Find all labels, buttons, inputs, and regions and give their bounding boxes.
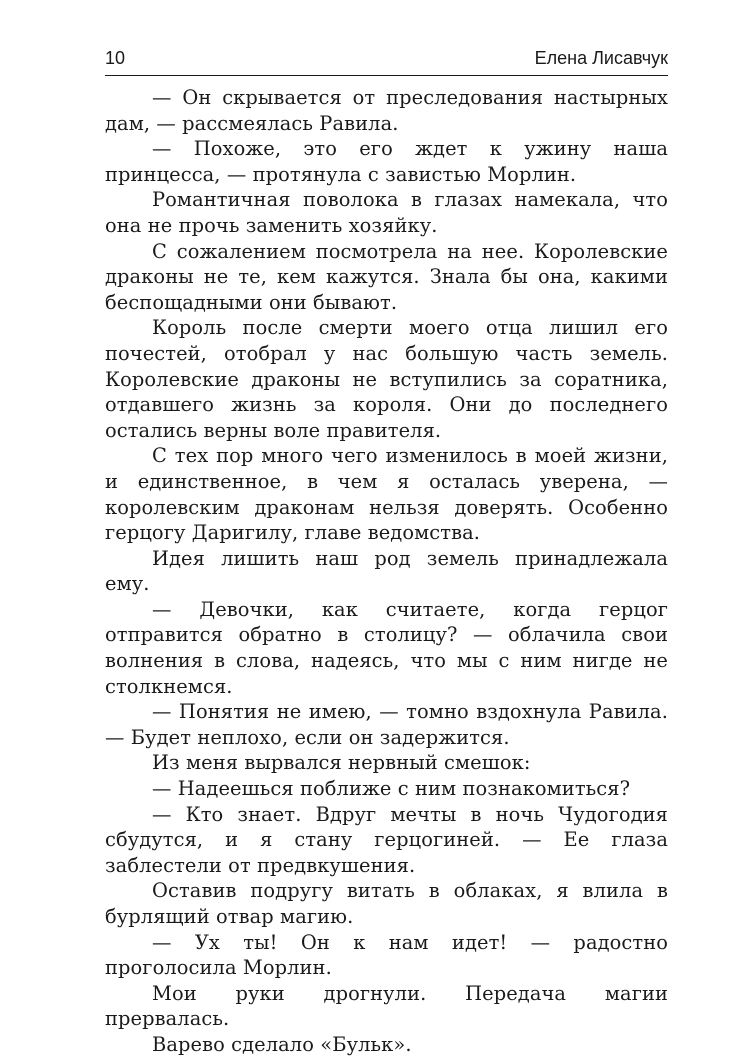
paragraph: С сожалением посмотрела на нее. Королевские драконы не те, кем кажутся. Знала бы она, какими беспощадными они бывают. [105, 239, 668, 314]
paragraph: — Похоже, это его ждет к ужину наша принцесса, — протянула с завистью Морлин. [105, 137, 668, 186]
paragraph: Романтичная поволока в глазах намекала, что она не прочь заменить хозяйку. [105, 188, 668, 237]
paragraph: Идея лишить наш род земель принадлежала ему. [105, 546, 668, 596]
paragraph: — Кто знает. Вдруг мечты в ночь Чудогодия сбудутся, и я стану герцогиней. — Ее глаза заблестели от предвкушения. [105, 802, 668, 877]
paragraph: — Девочки, как считаете, когда герцог отправится обратно в столицу? — облачила свои волнения в слова, надеясь, что мы с ним нигде не столкнемся. [105, 597, 668, 698]
running-head [105, 44, 668, 74]
paragraph: Из меня вырвался нервный смешок: [152, 751, 531, 775]
paragraph: Король после смерти моего отца лишил его почестей, отобрал у нас большую часть земель. Королевские драконы не вступились за соратника, отдавшего жизнь за короля. Они до последнего остались верны воле правителя. [105, 316, 668, 442]
paragraph: С тех пор много чего изменилось в моей жизни, и единственное, в чем я осталась уверена, — королевским драконам нельзя доверять. Особенно герцогу Даригилу, главе ведомства. [105, 444, 668, 545]
paragraph: — Ух ты! Он к нам идет! — радостно проголосила Морлин. [105, 930, 668, 980]
header-rule [105, 75, 668, 76]
body-text [105, 85, 668, 1058]
paragraph: — Понятия не имею, — томно вздохнула Равила. — Будет неплохо, если он задержится. [105, 700, 668, 749]
paragraph: Варево сделало «Бульк». [152, 1032, 412, 1056]
page-number: 10 [105, 48, 126, 68]
author-name: Елена Лисавчук [534, 48, 668, 68]
paragraph: — Надеешься поближе с ним познакомиться? [152, 777, 631, 801]
paragraph: Мои руки дрогнули. Передача магии прервалась. [105, 981, 668, 1031]
paragraph: Оставив подругу витать в облаках, я влила в бурлящий отвар магию. [105, 879, 668, 928]
paragraph: — Он скрывается от преследования настырных дам, — рассмеялась Равила. [105, 86, 668, 135]
